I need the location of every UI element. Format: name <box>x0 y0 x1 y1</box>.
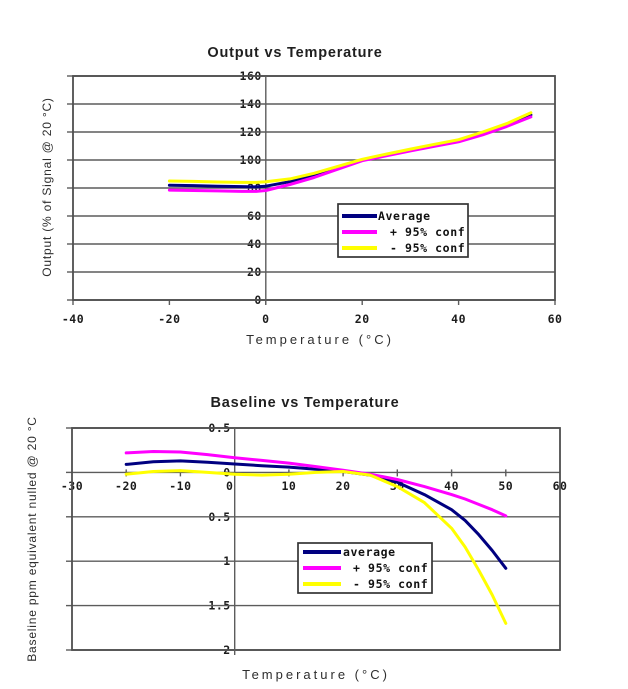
y-tick-label: 0 <box>254 293 262 307</box>
y-tick-label: 120 <box>239 125 262 139</box>
x-tick-label: -30 <box>60 479 84 493</box>
baseline-vs-temperature-chart <box>25 395 567 682</box>
x-tick-label: 30 <box>389 479 405 493</box>
y-tick-label: 100 <box>239 153 262 167</box>
x-tick-label: 10 <box>281 479 297 493</box>
y-tick-label: 60 <box>246 209 262 223</box>
x-tick-label: 40 <box>444 479 460 493</box>
series-line-95-conf <box>169 117 531 191</box>
legend-label: - 95% conf <box>390 241 466 255</box>
y-tick-label: 0.5 <box>208 421 231 435</box>
chart-title: Output vs Temperature <box>207 45 383 61</box>
x-tick-label: 60 <box>547 312 563 326</box>
y-tick-label: 1.5 <box>208 598 231 613</box>
x-tick-label: 60 <box>552 479 568 493</box>
chart-title: Baseline vs Temperature <box>210 395 400 411</box>
legend-label: + 95% conf <box>353 561 429 575</box>
x-tick-label: -20 <box>115 479 138 493</box>
output-chart-plot <box>62 69 563 326</box>
y-tick-label: 140 <box>239 97 262 111</box>
x-tick-label: 0 <box>262 312 270 326</box>
y-tick-label: 2 <box>223 643 231 657</box>
x-tick-label: 50 <box>498 479 514 493</box>
legend-label: - 95% conf <box>353 577 429 591</box>
y-tick-label: 160 <box>239 69 262 83</box>
y-tick-label: 20 <box>246 265 262 279</box>
x-axis-title: Temperature (°C) <box>246 332 394 347</box>
y-axis-title: Output (% of Signal @ 20 °C) <box>40 97 54 277</box>
legend-label: Average <box>378 209 431 223</box>
baseline-chart-plot <box>61 421 568 657</box>
y-tick-label: 0 <box>223 465 231 480</box>
x-axis-title: Temperature (°C) <box>242 667 390 682</box>
x-tick-label: 0 <box>225 479 234 493</box>
x-tick-label: -20 <box>158 312 181 326</box>
series-line-95-conf <box>169 113 531 183</box>
output-vs-temperature-chart <box>40 45 562 347</box>
x-tick-label: 40 <box>451 312 467 326</box>
y-tick-label: 1 <box>223 554 231 569</box>
y-tick-label: 0.5 <box>208 509 231 524</box>
y-axis-title: Baseline ppm equivalent nulled @ 20 °C <box>25 416 39 662</box>
series-line-average <box>169 115 531 187</box>
y-tick-label: 40 <box>246 237 262 251</box>
y-tick-label: 80 <box>246 181 262 195</box>
x-tick-label: -10 <box>169 479 192 493</box>
x-tick-label: 20 <box>335 479 351 493</box>
x-tick-label: 20 <box>354 312 370 326</box>
legend-label: average <box>343 545 396 559</box>
x-tick-label: -40 <box>61 312 85 326</box>
legend-label: + 95% conf <box>390 225 466 239</box>
